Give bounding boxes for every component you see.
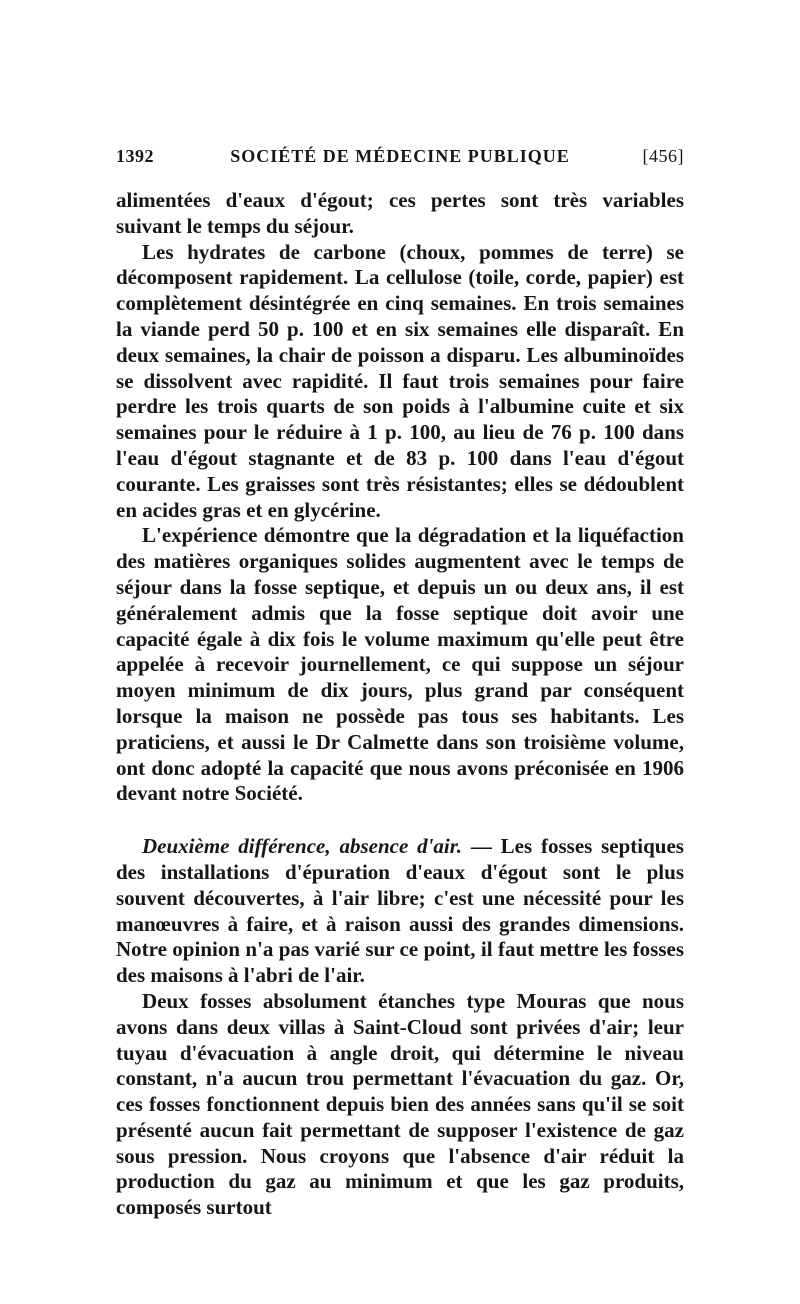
running-title: SOCIÉTÉ DE MÉDECINE PUBLIQUE: [230, 146, 570, 166]
document-page: [116, 146, 684, 1221]
running-header: [116, 146, 684, 176]
paragraph-1: alimentées d'eaux d'égout; ces pertes sont très variables suivant le temps du séjour.: [116, 188, 684, 238]
section-break: [116, 807, 684, 834]
page-number: 1392: [116, 146, 154, 166]
paragraph-5: Deux fosses absolument étanches type Mouras que nous avons dans deux villas à Saint-Cloud sont privées d'air; leur tuyau d'évacuation à angle droit, qui détermine le niveau constant, n'a aucun trou permettant l'évacuation du gaz. Or, ces fosses fonctionnent depuis bien des années sans qu'il se soit présenté aucun fait permettant de supposer l'existence de gaz sous pression. Nous croyons que l'absence d'air réduit la production du gaz au minimum et que les gaz produits, composés surtout: [116, 988, 684, 1220]
paragraph-2: Les hydrates de carbone (choux, pommes de terre) se décomposent rapidement. La cellulose (toile, corde, papier) est complètement désintégrée en cinq semaines. En trois semaines la viande perd 50 p. 100 et en six semaines elle disparaît. En deux semaines, la chair de poisson a disparu. Les albuminoïdes se dissolvent avec rapidité. Il faut trois semaines pour faire perdre les trois quarts de son poids à l'albumine cuite et six semaines pour le réduire à 1 p. 100, au lieu de 76 p. 100 dans l'eau d'égout stagnante et de 83 p. 100 dans l'eau d'égout courante. Les graisses sont très résistantes; elles se dédoublent en acides gras et en glycérine.: [116, 239, 684, 522]
paragraph-4-text: — Les fosses septiques des installations d'épuration d'eaux d'égout sont le plus souvent découvertes, à l'air libre; c'est une nécessité pour les manœuvres à faire, et à raison aussi des grandes dimensions. Notre opinion n'a pas varié sur ce point, il faut mettre les fosses des maisons à l'abri de l'air.: [116, 834, 684, 988]
section-heading: Deuxième différence, absence d'air.: [142, 834, 463, 859]
paragraph-4: [116, 834, 684, 989]
body-text: [116, 188, 684, 1221]
paragraph-3: L'expérience démontre que la dégradation et la liquéfaction des matières organiques solides augmentent avec le temps de séjour dans la fosse septique, et depuis un ou deux ans, il est généralement admis que la fosse septique doit avoir une capacité égale à dix fois le volume maximum qu'elle peut être appelée à recevoir journellement, ce qui suppose un séjour moyen minimum de dix jours, plus grand par conséquent lorsque la maison ne possède pas tous ses habitants. Les praticiens, et aussi le Dr Calmette dans son troisième volume, ont donc adopté la capacité que nous avons préconisée en 1906 devant notre Société.: [116, 523, 684, 806]
bracket-number: [456]: [642, 146, 684, 166]
